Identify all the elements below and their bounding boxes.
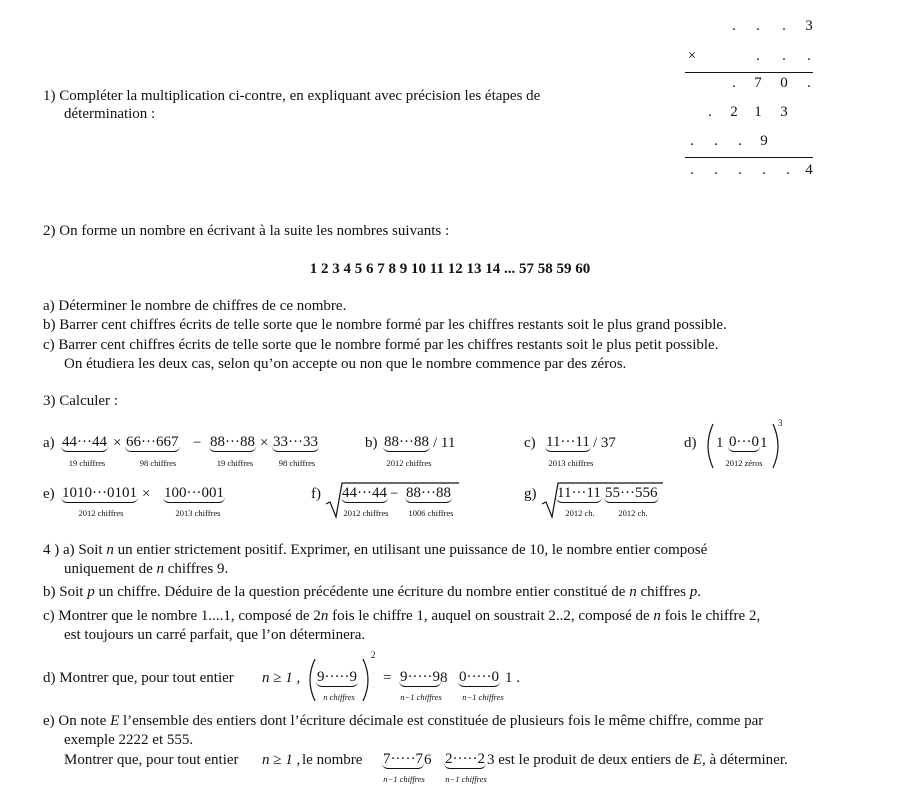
q4-e3-term2: 2·····2	[445, 751, 485, 767]
q3-d-post: 1	[760, 435, 768, 451]
q3-d-pre: 1	[716, 435, 724, 451]
q3-f-term1: 44···44	[342, 485, 387, 501]
q3-b-tail: / 11	[433, 435, 456, 451]
mult-digit: .	[756, 18, 760, 34]
mult-digit: .	[786, 162, 790, 178]
q4-e3-mid: le nombre	[302, 752, 363, 768]
q3-a-sub2: 98 chiffres	[139, 458, 177, 468]
q4-d-equals: =	[383, 670, 392, 686]
q3-d-sub1: 2012 zéros	[725, 458, 763, 468]
q2-c-line2: On étudiera les deux cas, selon qu’on accepte ou non que le nombre commence par des zéros.	[64, 356, 627, 372]
mult-digit: .	[782, 18, 786, 34]
q4-e3-term1-sub: n−1 chiffres	[383, 774, 425, 784]
times-sign: ×	[687, 48, 697, 64]
q3-c-term1: 11···11	[546, 434, 590, 450]
q3-d-exponent: 3	[778, 418, 783, 428]
mult-digit: .	[807, 75, 811, 91]
q4-d-result2: 0·····0	[459, 669, 499, 685]
q3-f-term2: 88···88	[406, 485, 451, 501]
q3-e-term1: 1010···0101	[62, 485, 137, 501]
q3-d-term1: 0···0	[729, 434, 759, 450]
q4-a-line1: 4 ) a) Soit n un entier strictement positif. Exprimer, en utilisant une puissance de 10, le nombre entier composé	[43, 542, 708, 558]
q3-a-term1: 44···44	[62, 434, 107, 450]
q4-d-result1: 9·····9	[400, 669, 440, 685]
q3-f-sub1: 2012 chiffres	[343, 508, 389, 518]
q3-a-label: a)	[43, 435, 55, 451]
q3-e-times: ×	[142, 486, 151, 502]
q3-a-sub4: 98 chiffres	[278, 458, 316, 468]
q3-g-term2: 55···556	[605, 485, 658, 501]
q3-g-term1: 11···11	[557, 485, 601, 501]
mult-digit: 3	[805, 18, 813, 34]
q2-c-line1: c) Barrer cent chiffres écrits de telle sorte que le nombre formé par les chiffres restants soit le plus petit possible.	[43, 337, 719, 353]
q4-e-line1: e) On note E l’ensemble des entiers dont l’écriture décimale est constituée de plusieurs fois le même chiffre, comme par	[43, 713, 764, 729]
q4-d-text: d) Montrer que, pour tout entier	[43, 670, 234, 686]
q3-b-term1: 88···88	[384, 434, 429, 450]
q3-a-term3: 88···88	[210, 434, 255, 450]
mult-digit: .	[732, 18, 736, 34]
q4-e3-condition: n ≥ 1 ,	[262, 752, 301, 768]
q3-a-term4: 33···33	[273, 434, 318, 450]
q4-e3-term2-sub: n−1 chiffres	[445, 774, 487, 784]
q3-g-sub2: 2012 ch.	[618, 508, 648, 518]
mult-digit: .	[807, 48, 811, 64]
q2-b: b) Barrer cent chiffres écrits de telle sorte que le nombre formé par les chiffres restants soit le plus grand possible.	[43, 317, 727, 333]
q4-e3-pre: Montrer que, pour tout entier	[64, 752, 239, 768]
mult-rule-2	[685, 157, 813, 158]
q3-e-term2: 100···001	[164, 485, 224, 501]
q4-d-mid: 8	[440, 670, 448, 686]
q3-c-label: c)	[524, 435, 536, 451]
q3-c-sub1: 2013 chiffres	[548, 458, 594, 468]
mult-digit: .	[690, 133, 694, 149]
mult-rule-1	[685, 72, 813, 73]
q4-d-result2-sub: n−1 chiffres	[462, 692, 504, 702]
right-paren-icon	[770, 422, 784, 470]
q3-e-label: e)	[43, 486, 55, 502]
q2-a: a) Déterminer le nombre de chiffres de ce nombre.	[43, 298, 347, 314]
q2-sequence: 1 2 3 4 5 6 7 8 9 10 11 12 13 14 ... 57 58 59 60	[309, 261, 591, 277]
q3-f-minus: −	[390, 486, 399, 502]
q4-d-base-sub: n chiffres	[323, 692, 355, 702]
mult-digit: 3	[780, 104, 788, 120]
q1-text-line2: détermination :	[64, 106, 156, 122]
q4-d-base: 9·····9	[317, 669, 357, 685]
q3-e-sub2: 2013 chiffres	[175, 508, 221, 518]
q4-c-line2: est toujours un carré parfait, que l’on déterminera.	[64, 627, 366, 643]
mult-digit: .	[738, 162, 742, 178]
mult-digit: .	[714, 133, 718, 149]
q3-b-sub1: 2012 chiffres	[386, 458, 432, 468]
q4-e3-tail: 3 est le produit de deux entiers de E, à déterminer.	[487, 752, 788, 768]
mult-digit: .	[756, 48, 760, 64]
q3-b-label: b)	[365, 435, 378, 451]
q3-f-sub2: 1006 chiffres	[408, 508, 454, 518]
mult-digit: .	[738, 133, 742, 149]
mult-digit: .	[708, 104, 712, 120]
q3-a-minus: −	[193, 435, 202, 451]
mult-digit: 0	[780, 75, 788, 91]
mult-digit: .	[782, 48, 786, 64]
q2-intro: 2) On forme un nombre en écrivant à la suite les nombres suivants :	[43, 223, 450, 239]
mult-digit: .	[690, 162, 694, 178]
mult-digit: 2	[730, 104, 738, 120]
q4-d-exponent: 2	[371, 650, 376, 660]
left-paren-icon	[702, 422, 716, 470]
q3-a-sub1: 19 chiffres	[68, 458, 106, 468]
q4-e3-term1: 7·····7	[383, 751, 423, 767]
q3-title: 3) Calculer :	[43, 393, 118, 409]
mult-digit: .	[732, 75, 736, 91]
q4-e-line2: exemple 2222 et 555.	[64, 732, 194, 748]
q3-a-times1: ×	[113, 435, 122, 451]
q3-e-sub1: 2012 chiffres	[78, 508, 124, 518]
q4-c-line1: c) Montrer que le nombre 1....1, composé de 2n fois le chiffre 1, auquel on soustrait 2..2, composé de n fois le chiffre 2,	[43, 608, 761, 624]
mult-digit: .	[714, 162, 718, 178]
q3-d-label: d)	[684, 435, 697, 451]
q3-g-label: g)	[524, 486, 537, 502]
q3-f-label: f)	[311, 486, 321, 502]
q4-d-end: 1 .	[505, 670, 520, 686]
mult-digit: 7	[754, 75, 762, 91]
mult-digit: .	[762, 162, 766, 178]
q4-d-result1-sub: n−1 chiffres	[400, 692, 442, 702]
q3-g-sub1: 2012 ch.	[565, 508, 595, 518]
mult-digit: 1	[754, 104, 762, 120]
q4-a-line2: uniquement de n chiffres 9.	[64, 561, 229, 577]
q3-a-times2: ×	[260, 435, 269, 451]
q3-a-term2: 66···667	[126, 434, 179, 450]
mult-digit: 9	[760, 133, 768, 149]
mult-digit: 4	[805, 162, 813, 178]
q3-a-sub3: 19 chiffres	[216, 458, 254, 468]
q3-c-tail: / 37	[593, 435, 616, 451]
q4-e3-mid2: 6	[424, 752, 432, 768]
q1-text-line1: 1) Compléter la multiplication ci-contre, en expliquant avec précision les étapes de	[43, 88, 541, 104]
q4-b: b) Soit p un chiffre. Déduire de la question précédente une écriture du nombre entier constitué de n chiffres p.	[43, 584, 701, 600]
q4-d-condition: n ≥ 1 ,	[262, 670, 301, 686]
